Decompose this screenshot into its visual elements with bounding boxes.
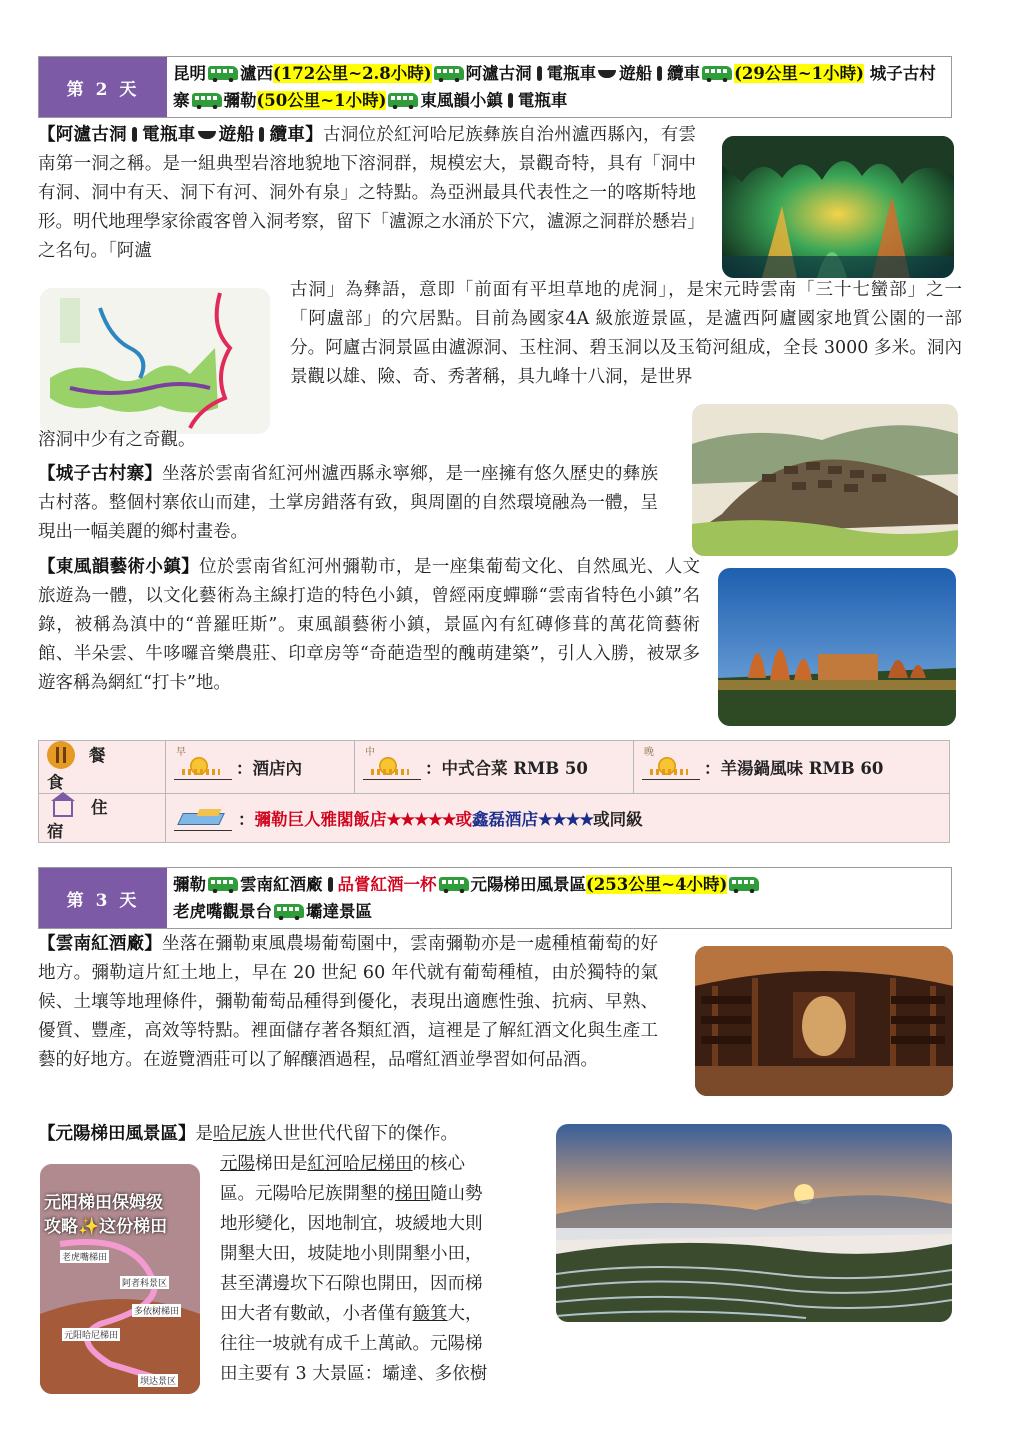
boat-icon bbox=[598, 70, 616, 78]
poster-label: 坝达景区 bbox=[138, 1374, 178, 1387]
noon-sun-icon: 中 bbox=[363, 755, 421, 780]
terrace-line: 元陽梯田是紅河哈尼梯田的核心 bbox=[220, 1154, 465, 1174]
poster-title-1: 元阳梯田保姆级 bbox=[44, 1193, 163, 1213]
route-stop: 電瓶車 bbox=[546, 64, 597, 83]
hotel-1-stars: ★★★★★ bbox=[386, 809, 456, 829]
day3-badge: 第 3 天 bbox=[39, 868, 167, 928]
poster-title-2: 攻略✨这份梯田 bbox=[44, 1217, 168, 1237]
day2-header bbox=[38, 56, 952, 118]
route-stop: 城子古村寨 bbox=[173, 64, 936, 110]
terrace-line: 地形變化，因地制宜，坡緩地大則 bbox=[220, 1214, 483, 1234]
meals-label-cell: 餐 食 bbox=[39, 741, 166, 794]
alu-title: 【阿瀘古洞 電瓶車 遊船 纜車】 bbox=[38, 125, 323, 145]
winery-photo bbox=[695, 946, 953, 1096]
hotel-2: 鑫磊酒店 bbox=[471, 809, 538, 829]
route-stop: 瀘西 bbox=[240, 64, 273, 83]
map-graphic bbox=[40, 288, 270, 434]
boat-icon bbox=[198, 131, 216, 139]
chengzi-body: 坐落於雲南省紅河州瀘西縣永寧鄉，是一座擁有悠久歷史的彝族古村落。整個村寨依山而建，土掌房錯落有致，與周圍的自然環境融為一體，呈現出一幅美麗的鄉村畫卷。 bbox=[38, 464, 659, 542]
dinner-cell bbox=[634, 741, 950, 794]
terrace-line: 開墾大田，坡陡地小則開墾小田， bbox=[220, 1244, 483, 1264]
cave-illustration bbox=[722, 136, 954, 278]
poster-label: 多依树梯田 bbox=[132, 1304, 181, 1317]
day2-route bbox=[167, 57, 951, 117]
winery-para bbox=[38, 930, 658, 1075]
route-distance: (253公里~4小時) bbox=[586, 875, 728, 894]
cave-map bbox=[40, 288, 270, 434]
poster-label: 老虎嘴梯田 bbox=[60, 1250, 109, 1263]
chengzi-title: 【城子古村寨】 bbox=[38, 464, 163, 484]
day2-badge: 第 2 天 bbox=[39, 57, 167, 117]
alu-para-end bbox=[38, 426, 338, 455]
town-photo bbox=[718, 568, 956, 726]
house-icon bbox=[53, 801, 73, 817]
route-stop: 雲南紅酒廠 bbox=[240, 875, 323, 894]
dongfeng-title: 【東風韻藝術小鎮】 bbox=[38, 557, 200, 577]
terrace-lines bbox=[220, 1149, 540, 1389]
terrace-line: 區。元陽哈尼族開墾的梯田隨山勢 bbox=[220, 1184, 483, 1204]
terrace-line: 甚至溝邊坎下石隙也開田，因而梯 bbox=[220, 1274, 483, 1294]
bus-icon bbox=[208, 877, 238, 891]
pin-icon bbox=[259, 127, 264, 142]
breakfast-cell bbox=[166, 741, 355, 794]
route-distance: (50公里~1小時) bbox=[256, 91, 387, 110]
alu-body2: 古洞」為彝語，意即「前面有平坦草地的虎洞」，是宋元時雲南「三十七蠻部」之一「阿盧部」的穴居點。目前為國家4A 級旅遊景區，是瀘西阿廬國家地質公園的一部分。阿廬古洞景區由瀘源洞、玉柱洞、碧玉洞以及玉筍河組成，全長 3000 多米。洞內景觀以雄、險、奇、秀著稱，具九峰十八洞，是世界 bbox=[290, 280, 962, 387]
bus-icon bbox=[439, 877, 469, 891]
route-stop: 阿瀘古洞 bbox=[465, 64, 532, 83]
terrace-line1: 【元陽梯田風景區】是哈尼族人世世代代留下的傑作。 bbox=[38, 1124, 458, 1144]
bus-icon bbox=[702, 66, 732, 80]
lodging-label-cell: 住 宿 bbox=[39, 794, 166, 843]
pin-icon bbox=[132, 127, 137, 142]
route-highlight: 品嘗紅酒一杯 bbox=[337, 875, 437, 894]
terrace-line: 往往一坡就有成千上萬畝。元陽梯 bbox=[220, 1334, 483, 1354]
village-photo bbox=[692, 404, 958, 556]
terrace-line: 田大者有數畝，小者僅有簸箕大， bbox=[220, 1304, 483, 1324]
pin-icon bbox=[328, 877, 333, 892]
bus-icon bbox=[729, 877, 759, 891]
route-stop: 彌勒 bbox=[223, 91, 257, 110]
pin-icon bbox=[508, 93, 513, 108]
alu-body1: 古洞位於紅河哈尼族彝族自治州瀘西縣內，有雲南第一洞之稱。是一組典型岩溶地貌地下溶洞群，規模宏大，景觀奇特，具有「洞中有洞、洞中有天、洞下有河、洞外有泉」之特點。為亞洲最具代表性之一的喀斯特地形。明代地理學家徐霞客曾入洞考察，留下「瀘源之水涌於下穴，瀘源之洞群於懸岩」之名句。「阿瀘 bbox=[38, 125, 697, 261]
bus-icon bbox=[388, 93, 418, 107]
poster-label: 阿者科景区 bbox=[120, 1276, 169, 1289]
terrace-title: 【元陽梯田風景區】 bbox=[38, 1124, 196, 1144]
route-distance: (172公里~2.8小時) bbox=[273, 64, 432, 83]
terrace-illustration bbox=[556, 1124, 952, 1322]
terrace-line: 田主要有 3 大景區：壩達、多依樹 bbox=[220, 1364, 488, 1384]
bus-icon bbox=[434, 66, 464, 80]
day3-header bbox=[38, 867, 952, 929]
route-stop: 昆明 bbox=[173, 64, 206, 83]
winery-illustration bbox=[695, 946, 953, 1096]
lodging-row bbox=[39, 794, 950, 843]
lunch-value: ：中式合菜 RMB 50 bbox=[425, 758, 588, 778]
bus-icon bbox=[208, 66, 238, 80]
cave-photo bbox=[722, 136, 954, 278]
hotel-2-stars: ★★★★ bbox=[537, 809, 594, 829]
alu-para-top bbox=[38, 121, 696, 266]
cutlery-icon bbox=[47, 741, 75, 769]
dongfeng-para bbox=[38, 553, 700, 698]
dinner-value: ：羊湯鍋風味 RMB 60 bbox=[704, 758, 884, 778]
alu-body3: 溶洞中少有之奇觀。 bbox=[38, 430, 196, 450]
route-stop: 彌勒 bbox=[173, 875, 206, 894]
sunset-icon: 晚 bbox=[642, 755, 700, 780]
route-distance: (29公里~1小時) bbox=[734, 64, 864, 83]
pin-icon bbox=[537, 66, 542, 81]
route-stop: 纜車 bbox=[667, 64, 701, 83]
route-stop: 遊船 bbox=[619, 64, 653, 83]
route-stop: 壩達景區 bbox=[306, 902, 372, 921]
winery-title: 【雲南紅酒廠】 bbox=[38, 934, 163, 954]
dongfeng-body: 位於雲南省紅河州彌勒市，是一座集葡萄文化、自然風光、人文旅遊為一體，以文化藝術為主線打造的特色小鎮，曾經兩度蟬聯“雲南省特色小鎮”名錄，被稱為滇中的“普羅旺斯”。東風韻藝術小鎮，景區內有紅磚修葺的萬花筒藝術館、半朵雲、牛哆囉音樂農莊、印章房等“奇葩造型的醜萌建築”，引人入勝，被眾多遊客稱為網紅“打卡”地。 bbox=[38, 557, 700, 693]
bus-icon bbox=[274, 904, 304, 918]
breakfast-value: ：酒店內 bbox=[236, 758, 302, 778]
bed-icon bbox=[174, 808, 232, 831]
chengzi-para bbox=[38, 460, 658, 547]
day3-route bbox=[167, 868, 767, 928]
lunch-cell bbox=[355, 741, 634, 794]
route-stop: 元陽梯田風景區 bbox=[470, 875, 586, 894]
pin-icon bbox=[657, 66, 662, 81]
sunrise-icon: 早 bbox=[174, 755, 232, 780]
town-illustration bbox=[718, 568, 956, 726]
route-stop: 老虎嘴觀景台 bbox=[173, 902, 272, 921]
route-stop: 東風韻小鎮 bbox=[420, 91, 503, 110]
terrace-poster bbox=[40, 1164, 200, 1394]
bus-icon bbox=[192, 93, 222, 107]
meals-row bbox=[39, 741, 950, 794]
hotel-1: 彌勒巨人雅閣飯店 bbox=[254, 809, 387, 829]
lodging-cell: ：彌勒巨人雅閣飯店★★★★★或鑫磊酒店★★★★或同級 bbox=[166, 794, 950, 843]
poster-label: 元阳哈尼梯田 bbox=[62, 1328, 120, 1341]
winery-body: 坐落在彌勒東風農場葡萄園中，雲南彌勒亦是一處種植葡萄的好地方。彌勒這片紅土地上，早在 20 世紀 60 年代就有葡萄種植，由於獨特的氣候、土壤等地理條件，彌勒葡萄品種得到優化，表現出適應性強、抗病、早熟、優質、豐產，高效等特點。裡面儲存著各類紅酒，這裡是了解紅酒文化與生產工藝的好地方。在遊覽酒莊可以了解釀酒過程，品嚐紅酒並學習如何品酒。 bbox=[38, 934, 659, 1070]
route-stop: 電瓶車 bbox=[517, 91, 568, 110]
day2-meals-table bbox=[38, 740, 950, 843]
village-illustration bbox=[692, 404, 958, 556]
terrace-photo bbox=[556, 1124, 952, 1322]
alu-para-middle bbox=[290, 276, 962, 392]
